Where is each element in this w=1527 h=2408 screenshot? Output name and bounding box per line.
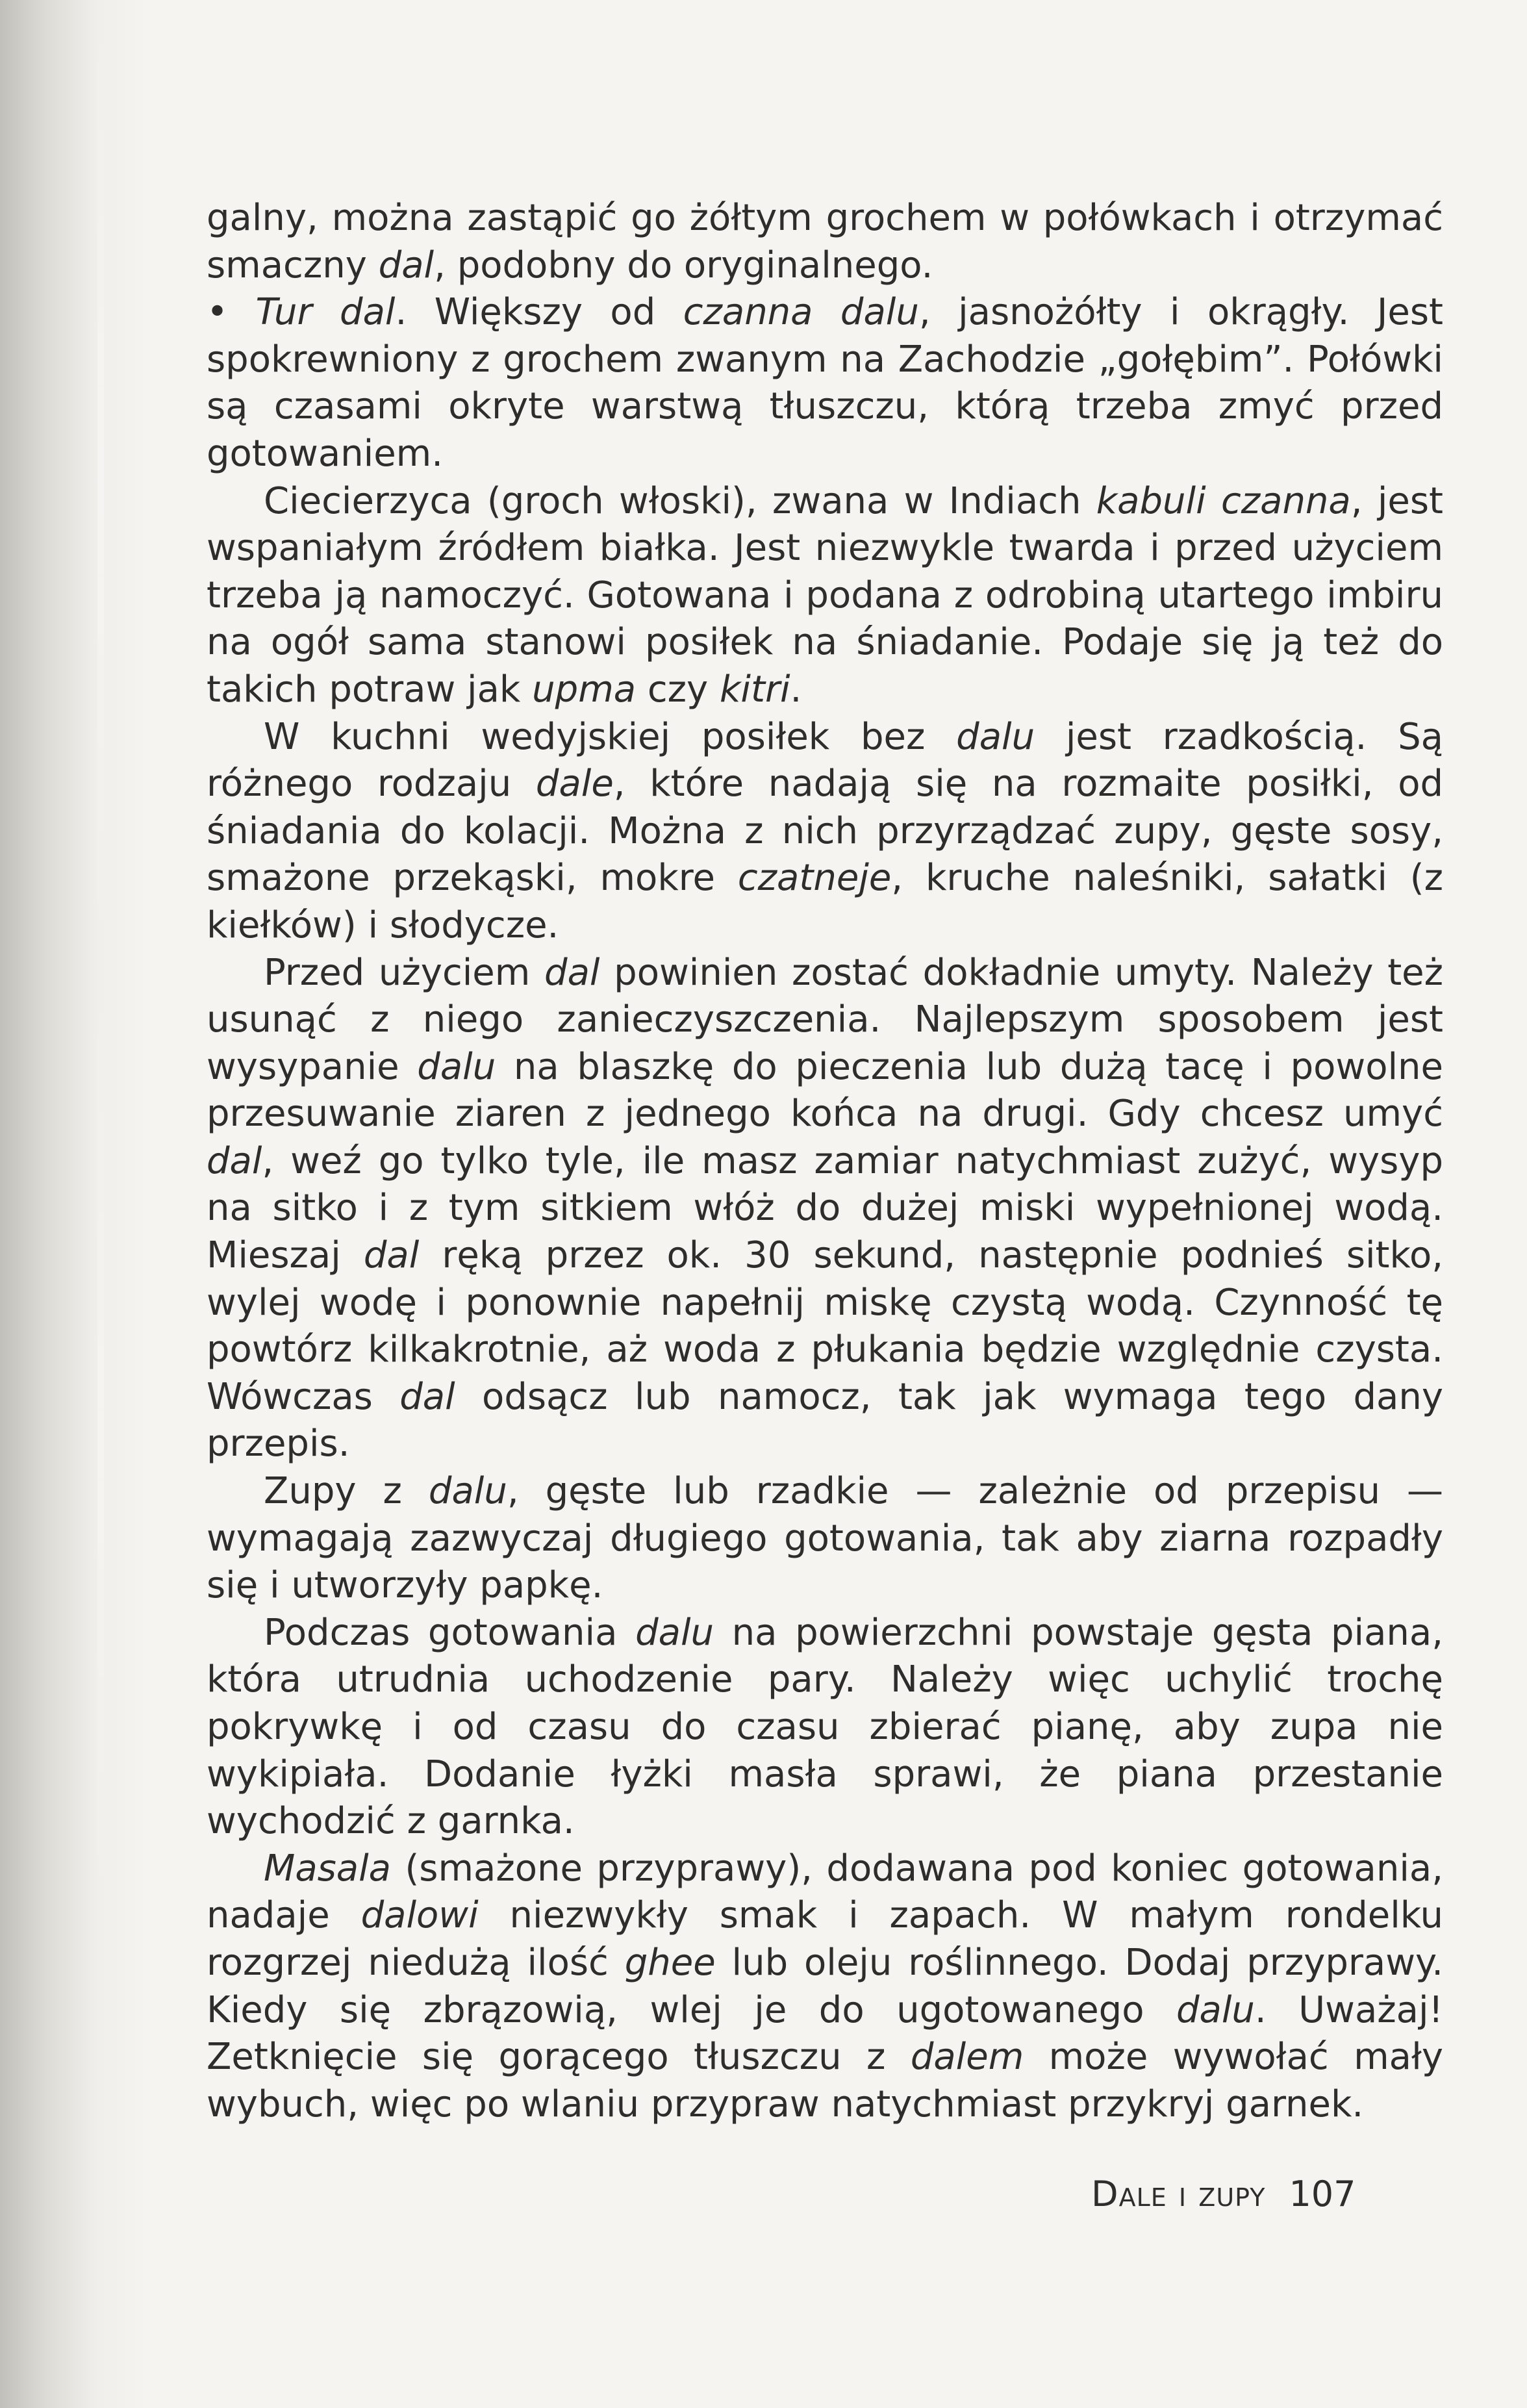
text-run: (smażone przyprawy), dodawana pod koniec gotowania, nadaje: [207, 1847, 1443, 1937]
italic-term: dalu: [635, 1611, 714, 1654]
page-number: 107: [1289, 2174, 1356, 2214]
italic-term: Masala: [264, 1847, 391, 1890]
paragraph-p7: [207, 1610, 1443, 1845]
page-gutter-highlight: [97, 0, 104, 2408]
text-run: czy: [636, 668, 720, 711]
italic-term: upma: [532, 668, 637, 711]
paragraph-p4: [207, 714, 1443, 950]
running-footer-title: Dale i zupy: [1091, 2174, 1266, 2214]
text-run: , podobny do oryginalnego.: [434, 244, 933, 286]
paragraph-p1: [207, 195, 1443, 289]
italic-term: dalu: [1176, 1988, 1255, 2031]
italic-term: ghee: [624, 1941, 716, 1984]
text-run: , jest wspaniałym źródłem białka. Jest niezwykle twarda i przed użyciem trzeba ją namoczyć. Gotowana i podana z odrobiną utartego imbiru na ogół sama stanowi posiłek na śniadanie. Podaje się ją też do takich potraw jak: [207, 479, 1443, 711]
italic-term: dale: [535, 763, 614, 805]
text-run: na blaszkę do pieczenia lub dużą tacę i powolne przesuwanie ziaren z jednego końca na drugi. Gdy chcesz umyć: [207, 1045, 1443, 1135]
italic-term: dal: [207, 1139, 262, 1182]
italic-term: czatneje: [737, 857, 892, 900]
paragraph-p2: [207, 289, 1443, 477]
paragraph-p3: [207, 478, 1443, 714]
text-run: może wywołać mały wybuch, więc po wlaniu przypraw natychmiast przykryj garnek.: [207, 2036, 1443, 2125]
text-run: Ciecierzyca (groch włoski), zwana w Indiach: [264, 479, 1096, 522]
italic-term: dal: [363, 1234, 420, 1277]
text-run: odsącz lub namocz, tak jak wymaga tego dany przepis.: [207, 1375, 1443, 1465]
text-run: lub oleju roślinnego. Dodaj przyprawy. Kiedy się zbrązowią, wlej je do ugotowanego: [207, 1941, 1443, 2031]
text-run: ręką przez ok. 30 sekund, następnie podnieś sitko, wylej wodę i ponownie napełnij miskę czystą wodą. Czynność tę powtórz kilkakrotnie, aż woda z płukania będzie względnie czysta. Wówczas: [207, 1234, 1444, 1418]
text-run: powinien zostać dokładnie umyty. Należy też usunąć z niego zanieczyszczenia. Najlepszym sposobem jest wysypanie: [207, 951, 1443, 1088]
text-run: •: [207, 291, 256, 334]
text-run: , gęste lub rzadkie — zależnie od przepisu — wymagają zazwyczaj długiego gotowania, tak aby ziarna rozpadły się i utworzyły papkę.: [207, 1470, 1443, 1607]
text-run: , weź go tylko tyle, ile masz zamiar natychmiast zużyć, wysyp na sitko i z tym sitkiem włóż do dużej miski wypełnionej wodą. Mieszaj: [207, 1139, 1443, 1277]
paragraph-p5: [207, 950, 1443, 1469]
text-run: Podczas gotowania: [264, 1611, 636, 1654]
running-footer: [1091, 2171, 1356, 2218]
paragraph-p6: [207, 1468, 1443, 1610]
italic-term: dal: [399, 1375, 455, 1418]
italic-term: kabuli czanna: [1096, 479, 1351, 522]
text-run: na powierzchni powstaje gęsta piana, która utrudnia uchodzenie pary. Należy więc uchylić trochę pokrywkę i od czasu do czasu zbierać pianę, aby zupa nie wykipiała. Dodanie łyżki masła sprawi, że piana przestanie wychodzić z garnka.: [207, 1611, 1443, 1843]
italic-term: czanna dalu: [683, 291, 919, 334]
italic-term: dal: [378, 244, 435, 286]
text-run: , kruche naleśniki, sałatki (z kiełków) i słodycze.: [207, 857, 1443, 946]
page-gutter-shadow: [0, 0, 149, 2408]
paragraph-p8: [207, 1845, 1443, 2129]
text-run: Przed użyciem: [264, 951, 545, 994]
italic-term: Tur dal: [255, 291, 396, 334]
italic-term: dalowi: [360, 1894, 479, 1937]
italic-term: dalu: [428, 1470, 507, 1513]
text-run: jest rzadkością. Są różnego rodzaju: [207, 715, 1443, 805]
text-run: , które nadają się na rozmaite posiłki, od śniadania do kolacji. Można z nich przyrządzać zupy, gęste sosy, smażone przekąski, mokre: [207, 763, 1444, 900]
text-run: , jasnożółty i okrągły. Jest spokrewniony z grochem zwanym na Zachodzie „gołębim”. Połówki są czasami okryte warstwą tłuszczu, którą trzeba zmyć przed gotowaniem.: [207, 291, 1444, 475]
text-run: . Większy od: [395, 291, 683, 334]
text-run: . Uważaj! Zetknięcie się gorącego tłuszczu z: [207, 1988, 1443, 2079]
italic-term: dal: [544, 951, 600, 994]
italic-term: dalem: [910, 2036, 1024, 2079]
text-run: W kuchni wedyjskiej posiłek bez: [264, 715, 957, 758]
italic-term: dalu: [417, 1045, 496, 1088]
text-run: galny, można zastąpić go żółtym grochem w połówkach i otrzymać smaczny: [207, 197, 1443, 286]
body-text: [207, 195, 1443, 2128]
italic-term: dalu: [956, 715, 1035, 758]
text-run: Zupy z: [264, 1470, 429, 1513]
text-run: niezwykły smak i zapach. W małym rondelku rozgrzej niedużą ilość: [207, 1894, 1444, 1984]
text-run: .: [790, 668, 802, 711]
italic-term: kitri: [720, 668, 790, 711]
